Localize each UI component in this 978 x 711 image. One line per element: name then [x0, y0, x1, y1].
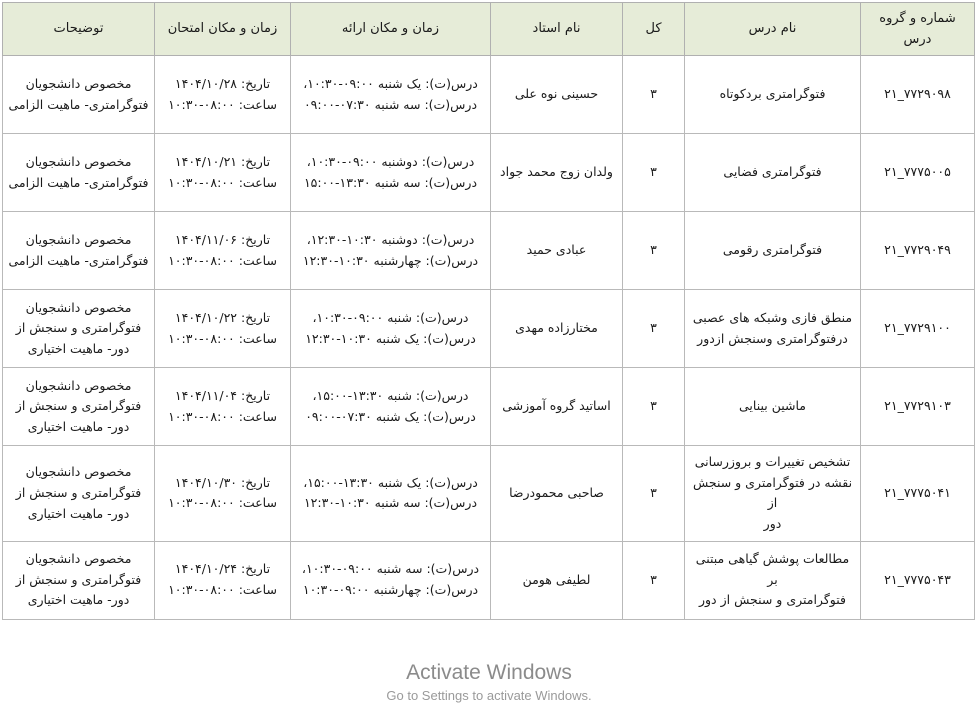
- cell-professor: مختارزاده مهدی: [491, 290, 623, 368]
- windows-activation-watermark: [0, 660, 978, 705]
- cell-course-name-line: فتوگرامتری بردکوتاه: [719, 86, 826, 102]
- cell-exam-time: [155, 290, 291, 368]
- table-header-row: [3, 3, 975, 56]
- cell-exam-time-line: تاریخ: ۱۴۰۴/۱۰/۲۴: [174, 561, 271, 577]
- cell-class-time-line: درس(ت): یک شنبه ۰۷:۳۰-۰۹:۰۰: [305, 408, 476, 424]
- cell-professor: صاحبی محمودرضا: [491, 446, 623, 542]
- cell-units: ۳: [623, 212, 685, 290]
- column-header-course-code: شماره و گروه درس: [861, 3, 975, 56]
- table-row: [3, 368, 975, 446]
- cell-units: ۳: [623, 541, 685, 619]
- cell-exam-time-line: ساعت: ۰۸:۰۰-۱۰:۳۰: [168, 174, 277, 190]
- column-header-course-name: نام درس: [685, 3, 861, 56]
- table-row: [3, 56, 975, 134]
- cell-description-line: فتوگرامتری و سنجش از: [15, 571, 142, 587]
- cell-exam-time-line: ساعت: ۰۸:۰۰-۱۰:۳۰: [168, 96, 277, 112]
- cell-units: ۳: [623, 446, 685, 542]
- cell-course-name-line: فتوگرامتری فضایی: [723, 164, 822, 180]
- cell-description-line: مخصوص دانشجویان: [25, 299, 132, 315]
- cell-description-line: دور- ماهیت اختیاری: [27, 340, 130, 356]
- cell-description-line: دور- ماهیت اختیاری: [27, 505, 130, 521]
- cell-professor: لطیفی هومن: [491, 541, 623, 619]
- cell-professor: ولدان زوج محمد جواد: [491, 134, 623, 212]
- cell-description-line: مخصوص دانشجویان: [25, 75, 132, 91]
- cell-course-name-line: ماشین بینایی: [739, 398, 806, 414]
- column-header-exam-time: زمان و مکان امتحان: [155, 3, 291, 56]
- cell-course-name-line: درفتوگرامتری وسنجش ازدور: [697, 330, 848, 346]
- cell-class-time-line: درس(ت): سه شنبه ۰۹:۰۰-۱۰:۳۰،: [301, 561, 480, 577]
- cell-course-name-line: دور: [763, 515, 782, 531]
- cell-course-name: [685, 541, 861, 619]
- cell-class-time-line: درس(ت): چهارشنبه ۱۰:۳۰-۱۲:۳۰: [302, 252, 479, 268]
- cell-course-name: [685, 134, 861, 212]
- cell-description-line: فتوگرامتری- ماهیت الزامی: [8, 96, 149, 112]
- cell-description: [3, 56, 155, 134]
- cell-class-time-line: درس(ت): یک شنبه ۱۳:۳۰-۱۵:۰۰،: [303, 474, 478, 490]
- cell-course-code: ۷۷۷۵۰۴۳_۲۱: [861, 541, 975, 619]
- cell-description-line: فتوگرامتری و سنجش از: [15, 398, 142, 414]
- cell-class-time-line: درس(ت): دوشنبه ۱۰:۳۰-۱۲:۳۰،: [306, 231, 475, 247]
- column-header-class-time: زمان و مکان ارائه: [291, 3, 491, 56]
- table-row: [3, 541, 975, 619]
- cell-exam-time-line: تاریخ: ۱۴۰۴/۱۱/۰۶: [174, 231, 271, 247]
- cell-class-time: [291, 134, 491, 212]
- cell-course-code: ۷۷۲۹۰۹۸_۲۱: [861, 56, 975, 134]
- cell-description-line: فتوگرامتری- ماهیت الزامی: [8, 252, 149, 268]
- cell-exam-time-line: ساعت: ۰۸:۰۰-۱۰:۳۰: [168, 330, 277, 346]
- cell-exam-time-line: تاریخ: ۱۴۰۴/۱۱/۰۴: [174, 387, 271, 403]
- cell-course-code: ۷۷۷۵۰۰۵_۲۱: [861, 134, 975, 212]
- cell-exam-time: [155, 368, 291, 446]
- cell-course-code: ۷۷۲۹۱۰۳_۲۱: [861, 368, 975, 446]
- course-schedule-table: [2, 2, 975, 620]
- cell-professor: عبادی حمید: [491, 212, 623, 290]
- cell-professor: حسینی نوه علی: [491, 56, 623, 134]
- cell-class-time-line: درس(ت): سه شنبه ۱۳:۳۰-۱۵:۰۰: [303, 174, 478, 190]
- column-header-professor: نام استاد: [491, 3, 623, 56]
- cell-course-name: [685, 56, 861, 134]
- cell-description: [3, 446, 155, 542]
- cell-class-time: [291, 290, 491, 368]
- cell-exam-time: [155, 56, 291, 134]
- cell-description-line: فتوگرامتری- ماهیت الزامی: [8, 174, 149, 190]
- column-header-units: کل: [623, 3, 685, 56]
- cell-description-line: مخصوص دانشجویان: [25, 377, 132, 393]
- cell-course-name-line: منطق فازی وشبکه های عصبی: [692, 309, 853, 325]
- cell-class-time-line: درس(ت): شنبه ۰۹:۰۰-۱۰:۳۰،: [312, 309, 469, 325]
- table-header: [3, 3, 975, 56]
- cell-units: ۳: [623, 134, 685, 212]
- cell-description-line: دور- ماهیت اختیاری: [27, 592, 130, 608]
- cell-course-name: [685, 212, 861, 290]
- cell-course-name: [685, 368, 861, 446]
- cell-exam-time-line: تاریخ: ۱۴۰۴/۱۰/۲۱: [174, 153, 271, 169]
- table-row: [3, 212, 975, 290]
- cell-exam-time-line: تاریخ: ۱۴۰۴/۱۰/۲۸: [174, 75, 271, 91]
- cell-exam-time: [155, 446, 291, 542]
- cell-course-name-line: فتوگرامتری رقومی: [722, 242, 823, 258]
- cell-course-name: [685, 290, 861, 368]
- cell-class-time: [291, 541, 491, 619]
- watermark-subtitle: Go to Settings to activate Windows.: [386, 687, 592, 703]
- cell-description: [3, 368, 155, 446]
- cell-class-time-line: درس(ت): شنبه ۱۳:۳۰-۱۵:۰۰،: [312, 387, 469, 403]
- cell-exam-time-line: ساعت: ۰۸:۰۰-۱۰:۳۰: [168, 252, 277, 268]
- cell-professor: اساتید گروه آموزشی: [491, 368, 623, 446]
- cell-class-time: [291, 212, 491, 290]
- cell-description-line: مخصوص دانشجویان: [25, 551, 132, 567]
- course-schedule-sheet: [0, 2, 978, 711]
- cell-course-code: ۷۷۲۹۱۰۰_۲۱: [861, 290, 975, 368]
- watermark-title: Activate Windows: [406, 660, 572, 684]
- table-row: [3, 134, 975, 212]
- cell-course-name-line: نقشه در فتوگرامتری و سنجش از: [692, 474, 853, 511]
- cell-course-code: ۷۷۲۹۰۴۹_۲۱: [861, 212, 975, 290]
- cell-description: [3, 212, 155, 290]
- cell-description-line: دور- ماهیت اختیاری: [27, 418, 130, 434]
- cell-description-line: مخصوص دانشجویان: [25, 153, 132, 169]
- cell-exam-time-line: ساعت: ۰۸:۰۰-۱۰:۳۰: [168, 495, 277, 511]
- cell-class-time-line: درس(ت): دوشنبه ۰۹:۰۰-۱۰:۳۰،: [306, 153, 475, 169]
- cell-class-time-line: درس(ت): سه شنبه ۱۰:۳۰-۱۲:۳۰: [303, 495, 478, 511]
- cell-course-name: [685, 446, 861, 542]
- cell-course-name-line: فتوگرامتری و سنجش از دور: [698, 592, 846, 608]
- cell-description-line: فتوگرامتری و سنجش از: [15, 320, 142, 336]
- cell-units: ۳: [623, 56, 685, 134]
- table-row: [3, 446, 975, 542]
- cell-exam-time: [155, 212, 291, 290]
- cell-description: [3, 541, 155, 619]
- cell-class-time-line: درس(ت): سه شنبه ۰۷:۳۰-۰۹:۰۰: [303, 96, 478, 112]
- cell-description: [3, 290, 155, 368]
- cell-description: [3, 134, 155, 212]
- cell-description-line: مخصوص دانشجویان: [25, 464, 132, 480]
- cell-units: ۳: [623, 290, 685, 368]
- cell-course-code: ۷۷۷۵۰۴۱_۲۱: [861, 446, 975, 542]
- table-row: [3, 290, 975, 368]
- cell-exam-time-line: ساعت: ۰۸:۰۰-۱۰:۳۰: [168, 582, 277, 597]
- cell-class-time: [291, 56, 491, 134]
- cell-class-time-line: درس(ت): چهارشنبه ۰۹:۰۰-۱۰:۳۰: [302, 582, 479, 597]
- cell-description-line: فتوگرامتری و سنجش از: [15, 484, 142, 500]
- cell-units: ۳: [623, 368, 685, 446]
- table-body: [3, 56, 975, 620]
- cell-class-time-line: درس(ت): یک شنبه ۱۰:۳۰-۱۲:۳۰: [305, 330, 476, 346]
- cell-class-time-line: درس(ت): یک شنبه ۰۹:۰۰-۱۰:۳۰،: [303, 75, 478, 91]
- cell-description-line: مخصوص دانشجویان: [25, 231, 132, 247]
- cell-course-name-line: مطالعات پوشش گیاهی مبتنی بر: [695, 551, 850, 587]
- cell-exam-time: [155, 541, 291, 619]
- column-header-description: توضیحات: [3, 3, 155, 56]
- cell-exam-time-line: تاریخ: ۱۴۰۴/۱۰/۲۲: [174, 309, 271, 325]
- cell-class-time: [291, 446, 491, 542]
- cell-course-name-line: تشخیص تغییرات و بروزرسانی: [694, 454, 851, 469]
- cell-exam-time: [155, 134, 291, 212]
- cell-exam-time-line: ساعت: ۰۸:۰۰-۱۰:۳۰: [168, 408, 277, 424]
- cell-exam-time-line: تاریخ: ۱۴۰۴/۱۰/۳۰: [174, 474, 271, 490]
- cell-class-time: [291, 368, 491, 446]
